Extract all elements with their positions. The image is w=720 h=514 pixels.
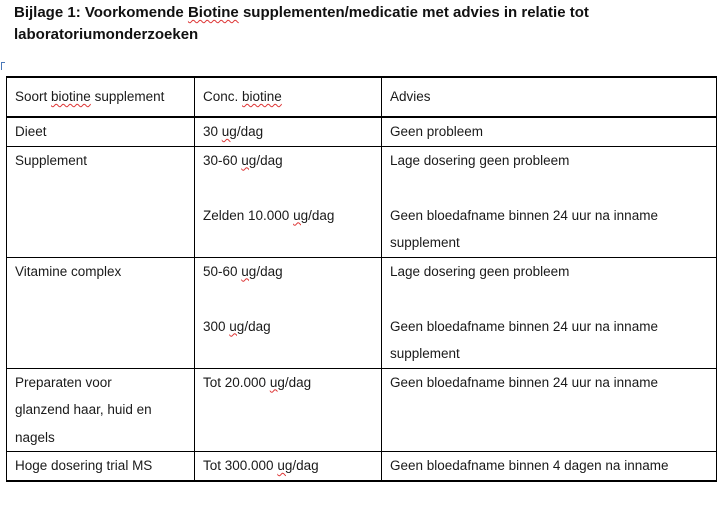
cell-text bbox=[390, 174, 708, 202]
paragraph-anchor-icon bbox=[1, 62, 5, 70]
advice-cell bbox=[382, 117, 717, 146]
table-row bbox=[7, 368, 717, 452]
cell-text: Geen bloedafname binnen 24 uur na inname bbox=[390, 207, 658, 223]
cell-text: 30-60 ug/dag bbox=[203, 152, 283, 168]
cell-text: Geen bloedafname binnen 4 dagen na inname bbox=[390, 458, 669, 473]
document-title: Bijlage 1: Voorkomende Biotine supplementen/medicatie met advies in relatie tot laboratoriumonderzoeken bbox=[14, 4, 589, 43]
advice-cell bbox=[382, 452, 717, 481]
table-body bbox=[7, 117, 717, 481]
type-cell bbox=[7, 368, 195, 452]
conc-cell bbox=[195, 452, 382, 481]
table-row bbox=[7, 146, 717, 257]
header-conc: Conc. biotine bbox=[195, 77, 382, 117]
cell-text: Lage dosering geen probleem bbox=[390, 152, 570, 168]
conc-cell bbox=[195, 117, 382, 146]
cell-text: 50-60 ug/dag bbox=[203, 263, 283, 279]
cell-text: Geen bloedafname binnen 24 uur na inname bbox=[390, 318, 658, 334]
cell-text: 300 ug/dag bbox=[203, 318, 271, 334]
biotine-table bbox=[6, 76, 717, 482]
cell-text: Dieet bbox=[15, 124, 47, 139]
cell-text: glanzend haar, huid en bbox=[15, 402, 152, 417]
cell-text: Tot 20.000 ug/dag bbox=[203, 374, 312, 390]
cell-text: Tot 300.000 ug/dag bbox=[203, 458, 319, 473]
cell-text: supplement bbox=[390, 346, 460, 361]
conc-cell bbox=[195, 146, 382, 257]
cell-text: supplement bbox=[390, 235, 460, 250]
advice-cell bbox=[382, 146, 717, 257]
cell-text: Lage dosering geen probleem bbox=[390, 263, 570, 279]
cell-text: Zelden 10.000 ug/dag bbox=[203, 207, 335, 223]
type-cell bbox=[7, 257, 195, 368]
type-cell bbox=[7, 117, 195, 146]
type-cell bbox=[7, 146, 195, 257]
cell-text: Hoge dosering trial MS bbox=[15, 458, 153, 473]
header-advice: Advies bbox=[382, 77, 717, 117]
cell-text: nagels bbox=[15, 429, 55, 445]
cell-text bbox=[390, 285, 708, 313]
cell-text bbox=[203, 285, 373, 313]
conc-cell bbox=[195, 257, 382, 368]
header-type: Soort biotine supplement bbox=[7, 77, 195, 117]
table-row bbox=[7, 117, 717, 146]
cell-text: 30 ug/dag bbox=[203, 124, 264, 139]
cell-text bbox=[203, 174, 373, 202]
table-row bbox=[7, 257, 717, 368]
advice-cell bbox=[382, 368, 717, 452]
advice-cell bbox=[382, 257, 717, 368]
cell-text: Supplement bbox=[15, 152, 88, 168]
cell-text: Vitamine complex bbox=[15, 263, 122, 279]
cell-text: Preparaten voor bbox=[15, 374, 112, 390]
table-header-row bbox=[7, 77, 717, 117]
conc-cell bbox=[195, 368, 382, 452]
type-cell bbox=[7, 452, 195, 481]
cell-text: Geen probleem bbox=[390, 124, 484, 139]
table-row bbox=[7, 452, 717, 481]
cell-text: Geen bloedafname binnen 24 uur na inname bbox=[390, 374, 658, 390]
